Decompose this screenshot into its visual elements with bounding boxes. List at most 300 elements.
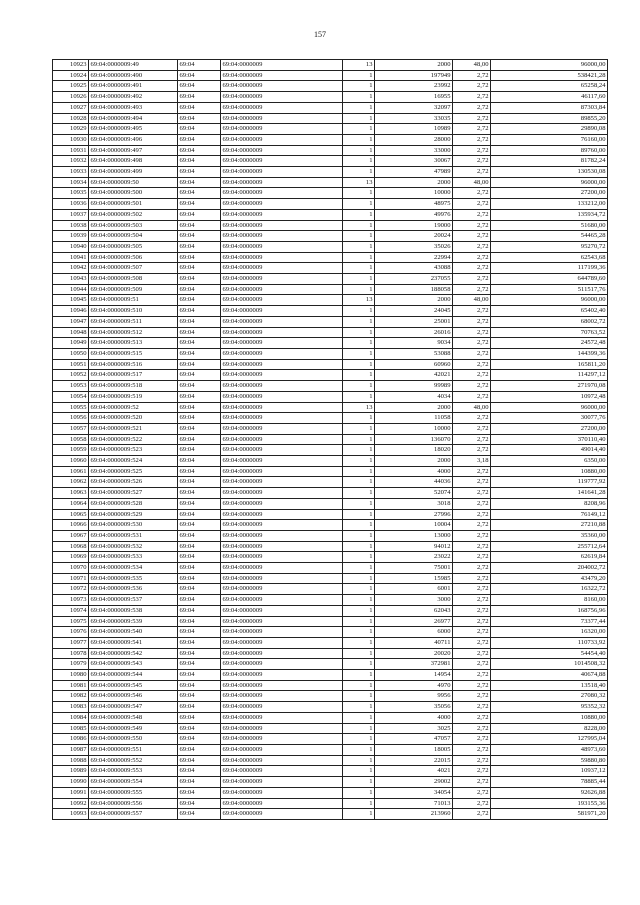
total-value-cell: 62543,68 [491, 252, 608, 263]
total-value-cell: 6350,00 [491, 456, 608, 467]
district-cell: 69:04 [178, 209, 221, 220]
total-value-cell: 135934,72 [491, 209, 608, 220]
total-value-cell: 49014,40 [491, 445, 608, 456]
area-cell: 22994 [375, 252, 453, 263]
area-cell: 13000 [375, 530, 453, 541]
unit-price-cell: 2,72 [453, 445, 491, 456]
unit-price-cell: 2,72 [453, 241, 491, 252]
row-number-cell: 10947 [53, 316, 89, 327]
total-value-cell: 68002,72 [491, 316, 608, 327]
table-row [53, 809, 608, 820]
unit-price-cell: 2,72 [453, 134, 491, 145]
area-cell: 49976 [375, 209, 453, 220]
unit-price-cell: 48,00 [453, 402, 491, 413]
cadastral-code-cell: 69:04:0000009:493 [89, 102, 178, 113]
area-cell: 42021 [375, 370, 453, 381]
district-cell: 69:04 [178, 777, 221, 788]
quarter-cell: 69:04:0000009 [221, 530, 343, 541]
area-cell: 25001 [375, 316, 453, 327]
row-number-cell: 10989 [53, 766, 89, 777]
quarter-cell: 69:04:0000009 [221, 584, 343, 595]
count-cell: 1 [343, 445, 375, 456]
quarter-cell: 69:04:0000009 [221, 241, 343, 252]
district-cell: 69:04 [178, 520, 221, 531]
cadastral-code-cell: 69:04:0000009:492 [89, 92, 178, 103]
district-cell: 69:04 [178, 712, 221, 723]
row-number-cell: 10949 [53, 338, 89, 349]
table-row [53, 92, 608, 103]
cadastral-code-cell: 69:04:0000009:522 [89, 434, 178, 445]
count-cell: 1 [343, 648, 375, 659]
unit-price-cell: 2,72 [453, 92, 491, 103]
count-cell: 1 [343, 145, 375, 156]
total-value-cell: 370110,40 [491, 434, 608, 445]
total-value-cell: 255712,64 [491, 541, 608, 552]
cadastral-code-cell: 69:04:0000009:533 [89, 552, 178, 563]
quarter-cell: 69:04:0000009 [221, 659, 343, 670]
table-row [53, 627, 608, 638]
quarter-cell: 69:04:0000009 [221, 723, 343, 734]
cadastral-code-cell: 69:04:0000009:519 [89, 391, 178, 402]
cadastral-code-cell: 69:04:0000009:548 [89, 712, 178, 723]
count-cell: 1 [343, 188, 375, 199]
cadastral-code-cell: 69:04:0000009:499 [89, 167, 178, 178]
table-row [53, 199, 608, 210]
row-number-cell: 10975 [53, 616, 89, 627]
cadastral-code-cell: 69:04:0000009:523 [89, 445, 178, 456]
quarter-cell: 69:04:0000009 [221, 809, 343, 820]
area-cell: 40711 [375, 637, 453, 648]
total-value-cell: 95270,72 [491, 241, 608, 252]
count-cell: 1 [343, 552, 375, 563]
table-row [53, 573, 608, 584]
count-cell: 1 [343, 755, 375, 766]
cadastral-code-cell: 69:04:0000009:494 [89, 113, 178, 124]
count-cell: 1 [343, 456, 375, 467]
quarter-cell: 69:04:0000009 [221, 734, 343, 745]
row-number-cell: 10929 [53, 124, 89, 135]
table-row [53, 605, 608, 616]
row-number-cell: 10963 [53, 488, 89, 499]
district-cell: 69:04 [178, 241, 221, 252]
area-cell: 3018 [375, 498, 453, 509]
row-number-cell: 10993 [53, 809, 89, 820]
unit-price-cell: 2,72 [453, 70, 491, 81]
total-value-cell: 76149,12 [491, 509, 608, 520]
quarter-cell: 69:04:0000009 [221, 488, 343, 499]
row-number-cell: 10938 [53, 220, 89, 231]
row-number-cell: 10972 [53, 584, 89, 595]
count-cell: 1 [343, 798, 375, 809]
district-cell: 69:04 [178, 423, 221, 434]
count-cell: 1 [343, 680, 375, 691]
cadastral-code-cell: 69:04:0000009:490 [89, 70, 178, 81]
count-cell: 1 [343, 434, 375, 445]
unit-price-cell: 2,72 [453, 552, 491, 563]
unit-price-cell: 2,72 [453, 809, 491, 820]
total-value-cell: 51680,00 [491, 220, 608, 231]
table-row [53, 498, 608, 509]
cadastral-code-cell: 69:04:0000009:491 [89, 81, 178, 92]
district-cell: 69:04 [178, 252, 221, 263]
unit-price-cell: 2,72 [453, 680, 491, 691]
total-value-cell: 96000,00 [491, 295, 608, 306]
row-number-cell: 10965 [53, 509, 89, 520]
quarter-cell: 69:04:0000009 [221, 456, 343, 467]
count-cell: 13 [343, 402, 375, 413]
district-cell: 69:04 [178, 723, 221, 734]
row-number-cell: 10992 [53, 798, 89, 809]
table-row [53, 188, 608, 199]
district-cell: 69:04 [178, 530, 221, 541]
total-value-cell: 204002,72 [491, 563, 608, 574]
count-cell: 1 [343, 241, 375, 252]
quarter-cell: 69:04:0000009 [221, 113, 343, 124]
unit-price-cell: 2,72 [453, 766, 491, 777]
quarter-cell: 69:04:0000009 [221, 434, 343, 445]
unit-price-cell: 2,72 [453, 167, 491, 178]
row-number-cell: 10923 [53, 60, 89, 71]
area-cell: 29002 [375, 777, 453, 788]
table-row [53, 156, 608, 167]
unit-price-cell: 2,72 [453, 755, 491, 766]
area-cell: 35056 [375, 702, 453, 713]
quarter-cell: 69:04:0000009 [221, 252, 343, 263]
table-row [53, 723, 608, 734]
cadastral-code-cell: 69:04:0000009:502 [89, 209, 178, 220]
unit-price-cell: 2,72 [453, 584, 491, 595]
table-row [53, 563, 608, 574]
total-value-cell: 27200,00 [491, 188, 608, 199]
quarter-cell: 69:04:0000009 [221, 466, 343, 477]
cadastral-code-cell: 69:04:0000009:495 [89, 124, 178, 135]
count-cell: 1 [343, 637, 375, 648]
count-cell: 1 [343, 573, 375, 584]
quarter-cell: 69:04:0000009 [221, 627, 343, 638]
district-cell: 69:04 [178, 680, 221, 691]
row-number-cell: 10956 [53, 413, 89, 424]
row-number-cell: 10983 [53, 702, 89, 713]
total-value-cell: 96000,00 [491, 60, 608, 71]
district-cell: 69:04 [178, 274, 221, 285]
district-cell: 69:04 [178, 167, 221, 178]
row-number-cell: 10936 [53, 199, 89, 210]
quarter-cell: 69:04:0000009 [221, 316, 343, 327]
area-cell: 26977 [375, 616, 453, 627]
unit-price-cell: 2,72 [453, 188, 491, 199]
unit-price-cell: 2,72 [453, 156, 491, 167]
unit-price-cell: 2,72 [453, 477, 491, 488]
area-cell: 6001 [375, 584, 453, 595]
unit-price-cell: 48,00 [453, 295, 491, 306]
total-value-cell: 644789,60 [491, 274, 608, 285]
count-cell: 1 [343, 413, 375, 424]
row-number-cell: 10944 [53, 284, 89, 295]
cadastral-code-cell: 69:04:0000009:52 [89, 402, 178, 413]
district-cell: 69:04 [178, 573, 221, 584]
table-row [53, 177, 608, 188]
quarter-cell: 69:04:0000009 [221, 177, 343, 188]
cadastral-code-cell: 69:04:0000009:540 [89, 627, 178, 638]
table-row [53, 530, 608, 541]
unit-price-cell: 2,72 [453, 723, 491, 734]
total-value-cell: 130530,08 [491, 167, 608, 178]
quarter-cell: 69:04:0000009 [221, 691, 343, 702]
quarter-cell: 69:04:0000009 [221, 648, 343, 659]
row-number-cell: 10954 [53, 391, 89, 402]
count-cell: 1 [343, 466, 375, 477]
quarter-cell: 69:04:0000009 [221, 637, 343, 648]
area-cell: 18005 [375, 745, 453, 756]
total-value-cell: 54454,40 [491, 648, 608, 659]
cadastral-code-cell: 69:04:0000009:555 [89, 787, 178, 798]
quarter-cell: 69:04:0000009 [221, 777, 343, 788]
unit-price-cell: 2,72 [453, 563, 491, 574]
quarter-cell: 69:04:0000009 [221, 348, 343, 359]
cadastral-code-cell: 69:04:0000009:553 [89, 766, 178, 777]
total-value-cell: 95352,32 [491, 702, 608, 713]
count-cell: 1 [343, 477, 375, 488]
row-number-cell: 10952 [53, 370, 89, 381]
table-row [53, 413, 608, 424]
quarter-cell: 69:04:0000009 [221, 423, 343, 434]
cadastral-code-cell: 69:04:0000009:552 [89, 755, 178, 766]
total-value-cell: 8160,00 [491, 595, 608, 606]
cadastral-code-cell: 69:04:0000009:50 [89, 177, 178, 188]
cadastral-code-cell: 69:04:0000009:501 [89, 199, 178, 210]
cadastral-code-cell: 69:04:0000009:497 [89, 145, 178, 156]
row-number-cell: 10942 [53, 263, 89, 274]
table-row [53, 456, 608, 467]
quarter-cell: 69:04:0000009 [221, 60, 343, 71]
district-cell: 69:04 [178, 102, 221, 113]
row-number-cell: 10974 [53, 605, 89, 616]
district-cell: 69:04 [178, 231, 221, 242]
table-row [53, 777, 608, 788]
cadastral-code-cell: 69:04:0000009:542 [89, 648, 178, 659]
area-cell: 99989 [375, 381, 453, 392]
unit-price-cell: 2,72 [453, 423, 491, 434]
count-cell: 1 [343, 327, 375, 338]
total-value-cell: 13518,40 [491, 680, 608, 691]
district-cell: 69:04 [178, 391, 221, 402]
unit-price-cell: 2,72 [453, 306, 491, 317]
quarter-cell: 69:04:0000009 [221, 755, 343, 766]
quarter-cell: 69:04:0000009 [221, 306, 343, 317]
count-cell: 1 [343, 209, 375, 220]
table-row [53, 102, 608, 113]
count-cell: 1 [343, 252, 375, 263]
unit-price-cell: 2,72 [453, 659, 491, 670]
count-cell: 1 [343, 274, 375, 285]
table-row [53, 220, 608, 231]
unit-price-cell: 2,72 [453, 348, 491, 359]
row-number-cell: 10958 [53, 434, 89, 445]
count-cell: 1 [343, 70, 375, 81]
row-number-cell: 10977 [53, 637, 89, 648]
row-number-cell: 10924 [53, 70, 89, 81]
area-cell: 9034 [375, 338, 453, 349]
cadastral-code-cell: 69:04:0000009:526 [89, 477, 178, 488]
area-cell: 3000 [375, 595, 453, 606]
quarter-cell: 69:04:0000009 [221, 145, 343, 156]
district-cell: 69:04 [178, 263, 221, 274]
count-cell: 1 [343, 220, 375, 231]
quarter-cell: 69:04:0000009 [221, 188, 343, 199]
cadastral-code-cell: 69:04:0000009:549 [89, 723, 178, 734]
cadastral-code-cell: 69:04:0000009:524 [89, 456, 178, 467]
quarter-cell: 69:04:0000009 [221, 284, 343, 295]
count-cell: 1 [343, 691, 375, 702]
district-cell: 69:04 [178, 541, 221, 552]
district-cell: 69:04 [178, 509, 221, 520]
area-cell: 24045 [375, 306, 453, 317]
count-cell: 1 [343, 530, 375, 541]
quarter-cell: 69:04:0000009 [221, 391, 343, 402]
cadastral-code-cell: 69:04:0000009:528 [89, 498, 178, 509]
district-cell: 69:04 [178, 798, 221, 809]
area-cell: 4000 [375, 712, 453, 723]
count-cell: 1 [343, 777, 375, 788]
count-cell: 1 [343, 488, 375, 499]
unit-price-cell: 2,72 [453, 284, 491, 295]
unit-price-cell: 2,72 [453, 745, 491, 756]
count-cell: 1 [343, 766, 375, 777]
cadastral-code-cell: 69:04:0000009:550 [89, 734, 178, 745]
area-cell: 10989 [375, 124, 453, 135]
table-row [53, 509, 608, 520]
cadastral-code-cell: 69:04:0000009:538 [89, 605, 178, 616]
quarter-cell: 69:04:0000009 [221, 573, 343, 584]
quarter-cell: 69:04:0000009 [221, 413, 343, 424]
table-row [53, 284, 608, 295]
cadastral-code-cell: 69:04:0000009:539 [89, 616, 178, 627]
table-row [53, 252, 608, 263]
area-cell: 20024 [375, 231, 453, 242]
cadastral-code-cell: 69:04:0000009:512 [89, 327, 178, 338]
quarter-cell: 69:04:0000009 [221, 70, 343, 81]
district-cell: 69:04 [178, 488, 221, 499]
area-cell: 197949 [375, 70, 453, 81]
total-value-cell: 16320,00 [491, 627, 608, 638]
table-row [53, 113, 608, 124]
district-cell: 69:04 [178, 605, 221, 616]
area-cell: 94012 [375, 541, 453, 552]
area-cell: 188058 [375, 284, 453, 295]
unit-price-cell: 2,72 [453, 391, 491, 402]
table-row [53, 423, 608, 434]
unit-price-cell: 2,72 [453, 777, 491, 788]
row-number-cell: 10946 [53, 306, 89, 317]
table-row [53, 466, 608, 477]
quarter-cell: 69:04:0000009 [221, 702, 343, 713]
total-value-cell: 73377,44 [491, 616, 608, 627]
district-cell: 69:04 [178, 809, 221, 820]
count-cell: 1 [343, 231, 375, 242]
unit-price-cell: 2,72 [453, 102, 491, 113]
area-cell: 43088 [375, 263, 453, 274]
count-cell: 1 [343, 423, 375, 434]
area-cell: 2000 [375, 295, 453, 306]
cadastral-code-cell: 69:04:0000009:520 [89, 413, 178, 424]
cadastral-code-cell: 69:04:0000009:530 [89, 520, 178, 531]
district-cell: 69:04 [178, 563, 221, 574]
unit-price-cell: 2,72 [453, 520, 491, 531]
cadastral-code-cell: 69:04:0000009:541 [89, 637, 178, 648]
row-number-cell: 10959 [53, 445, 89, 456]
unit-price-cell: 2,72 [453, 413, 491, 424]
unit-price-cell: 2,72 [453, 787, 491, 798]
area-cell: 33000 [375, 145, 453, 156]
cadastral-code-cell: 69:04:0000009:529 [89, 509, 178, 520]
cadastral-code-cell: 69:04:0000009:510 [89, 306, 178, 317]
count-cell: 13 [343, 295, 375, 306]
district-cell: 69:04 [178, 145, 221, 156]
quarter-cell: 69:04:0000009 [221, 92, 343, 103]
area-cell: 4021 [375, 766, 453, 777]
cadastral-code-cell: 69:04:0000009:527 [89, 488, 178, 499]
count-cell: 1 [343, 541, 375, 552]
row-number-cell: 10979 [53, 659, 89, 670]
area-cell: 372981 [375, 659, 453, 670]
area-cell: 35026 [375, 241, 453, 252]
unit-price-cell: 2,72 [453, 712, 491, 723]
total-value-cell: 27200,00 [491, 423, 608, 434]
table-row [53, 445, 608, 456]
district-cell: 69:04 [178, 584, 221, 595]
area-cell: 19000 [375, 220, 453, 231]
table-row [53, 70, 608, 81]
quarter-cell: 69:04:0000009 [221, 156, 343, 167]
row-number-cell: 10980 [53, 670, 89, 681]
row-number-cell: 10973 [53, 595, 89, 606]
row-number-cell: 10970 [53, 563, 89, 574]
cadastral-code-cell: 69:04:0000009:498 [89, 156, 178, 167]
total-value-cell: 10880,00 [491, 466, 608, 477]
quarter-cell: 69:04:0000009 [221, 381, 343, 392]
cadastral-code-cell: 69:04:0000009:532 [89, 541, 178, 552]
unit-price-cell: 2,72 [453, 798, 491, 809]
row-number-cell: 10971 [53, 573, 89, 584]
district-cell: 69:04 [178, 755, 221, 766]
total-value-cell: 581971,20 [491, 809, 608, 820]
row-number-cell: 10948 [53, 327, 89, 338]
total-value-cell: 35360,00 [491, 530, 608, 541]
area-cell: 18020 [375, 445, 453, 456]
unit-price-cell: 2,72 [453, 573, 491, 584]
quarter-cell: 69:04:0000009 [221, 670, 343, 681]
count-cell: 1 [343, 809, 375, 820]
table-row [53, 755, 608, 766]
unit-price-cell: 2,72 [453, 488, 491, 499]
unit-price-cell: 2,72 [453, 605, 491, 616]
row-number-cell: 10953 [53, 381, 89, 392]
district-cell: 69:04 [178, 81, 221, 92]
row-number-cell: 10934 [53, 177, 89, 188]
table-row [53, 241, 608, 252]
area-cell: 14954 [375, 670, 453, 681]
cadastral-code-cell: 69:04:0000009:536 [89, 584, 178, 595]
count-cell: 1 [343, 263, 375, 274]
district-cell: 69:04 [178, 348, 221, 359]
total-value-cell: 193155,36 [491, 798, 608, 809]
row-number-cell: 10967 [53, 530, 89, 541]
row-number-cell: 10955 [53, 402, 89, 413]
table-row [53, 327, 608, 338]
area-cell: 62043 [375, 605, 453, 616]
cadastral-code-cell: 69:04:0000009:534 [89, 563, 178, 574]
count-cell: 1 [343, 712, 375, 723]
